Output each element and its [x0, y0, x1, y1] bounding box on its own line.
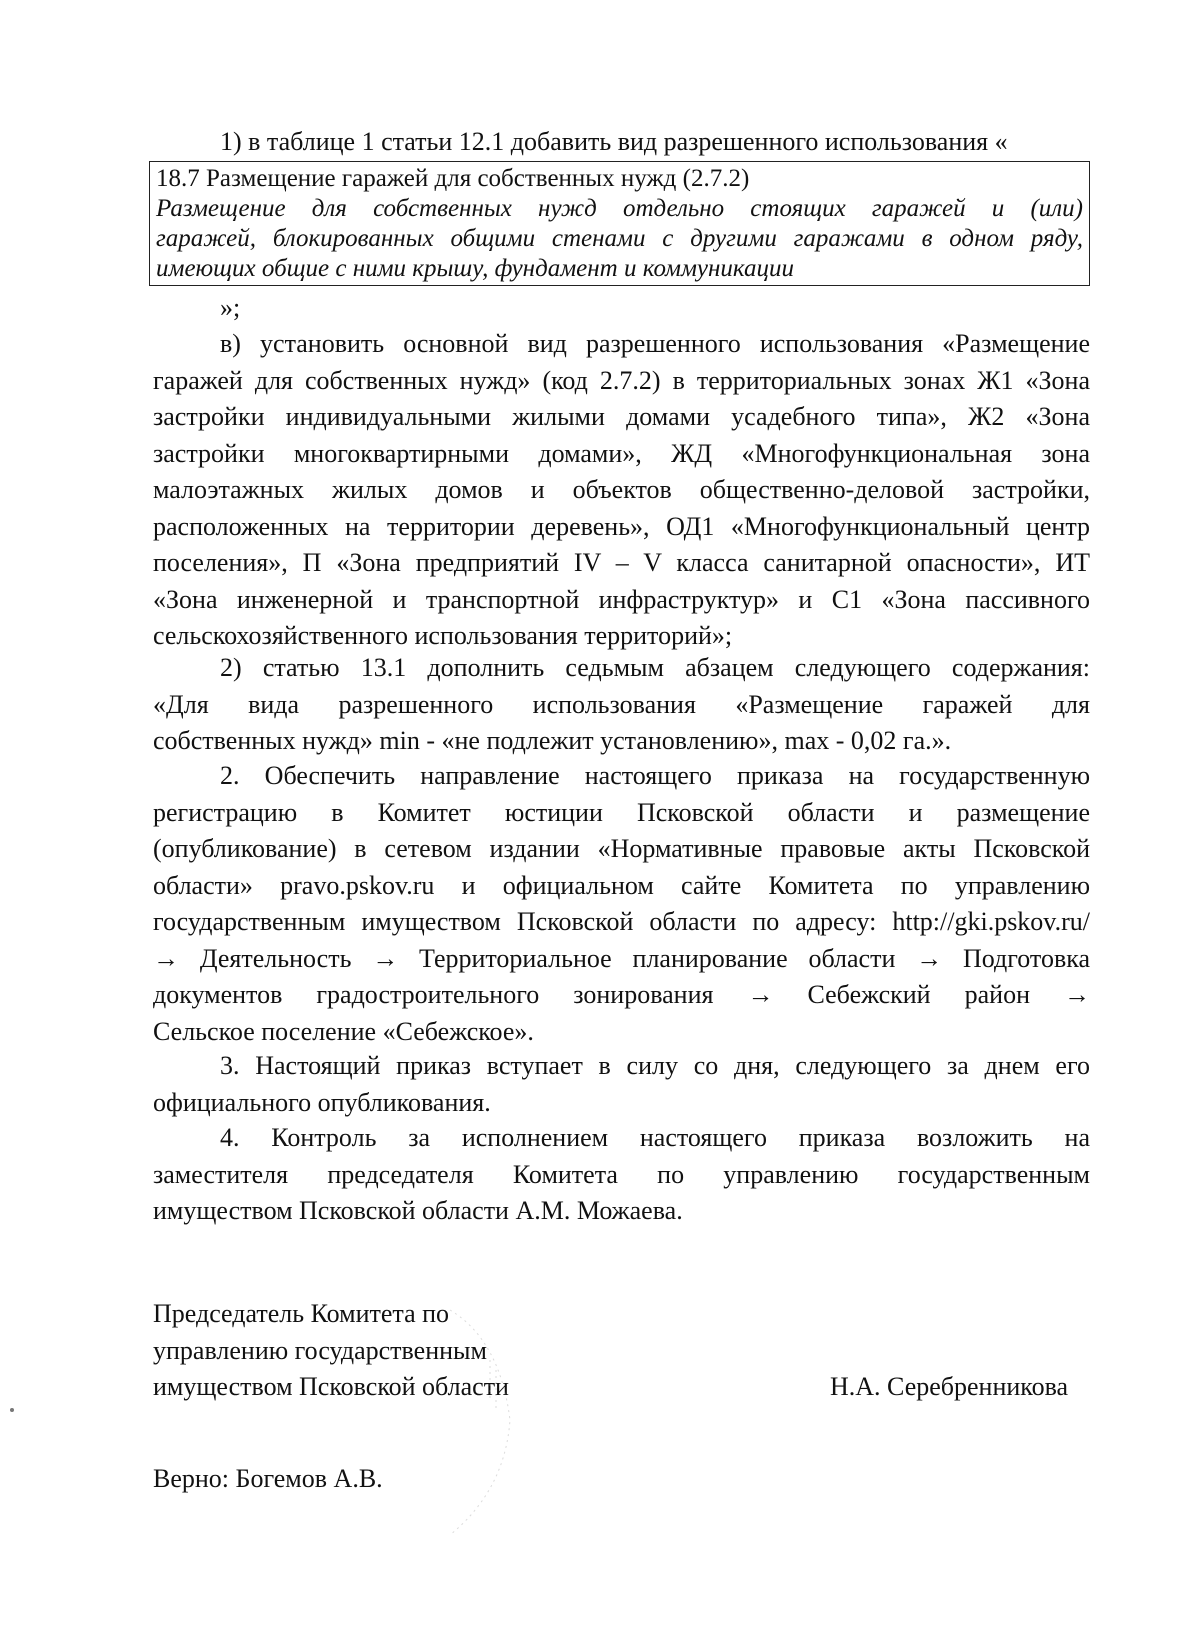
position-line: управлению государственным — [153, 1335, 487, 1365]
permitted-use-title: 18.7 Размещение гаражей для собственных нужд (2.7.2) — [156, 165, 750, 192]
scan-speck — [10, 1408, 14, 1412]
text-line: собственных нужд» min - «не подлежит установлению», max - 0,02 га.». — [153, 726, 952, 755]
text-line: Сельское поселение «Себежское». — [153, 1016, 534, 1046]
text-line: официального опубликования. — [153, 1087, 491, 1117]
description-line: имеющих общие с ними крышу, фундамент и коммуникации — [156, 255, 795, 282]
text-line: застройки многоквартирными домами», ЖД «Многофункциональная зона — [153, 438, 1090, 468]
permitted-use-description — [156, 194, 1083, 284]
text-line: области» pravo.pskov.ru и официальном сайте Комитета по управлению — [153, 870, 1090, 900]
text-line: «Для вида разрешенного использования «Размещение гаражей для — [153, 689, 1090, 719]
text-line: государственным имуществом Псковской области по адресу: http://gki.pskov.ru/ — [153, 907, 1090, 936]
text-line: имуществом Псковской области А.М. Можаева. — [153, 1196, 683, 1225]
signatory-name: Н.А. Серебренникова — [830, 1372, 1069, 1401]
text-line: сельскохозяйственного использования территорий»; — [153, 621, 733, 650]
paragraph-v — [153, 326, 1090, 655]
box-closing-quote: »; — [220, 293, 241, 322]
verified-by: Верно: Богемов А.В. — [153, 1464, 383, 1493]
text-line: 3. Настоящий приказ вступает в силу со дня, следующего за днем его — [220, 1051, 1090, 1080]
point-3 — [153, 1048, 1090, 1121]
paragraph-2 — [153, 650, 1090, 760]
text-line: 2) статью 13.1 дополнить седьмым абзацем следующего содержания: — [220, 653, 1090, 682]
description-line: Размещение для собственных нужд отдельно стоящих гаражей и (или) — [156, 195, 1083, 222]
position-line: имуществом Псковской области — [153, 1372, 509, 1401]
text-line: «Зона инженерной и транспортной инфраструктур» и С1 «Зона пассивного — [153, 584, 1090, 614]
point-2 — [153, 758, 1090, 1050]
text-line: → Деятельность → Территориальное планирование области → Подготовка — [153, 943, 1090, 973]
description-line: гаражей, блокированных общими стенами с другими гаражами в одном ряду, — [156, 225, 1083, 252]
faint-stamp-mark — [430, 1300, 540, 1540]
text-line: заместителя председателя Комитета по управлению государственным — [153, 1159, 1090, 1189]
position-line: Председатель Комитета по — [153, 1299, 450, 1328]
text-line: документов градостроительного зонирования → Себежский район → — [153, 980, 1090, 1009]
permitted-use-box — [149, 161, 1090, 286]
point-4 — [153, 1120, 1090, 1230]
text-line: в) установить основной вид разрешенного использования «Размещение — [220, 329, 1090, 358]
text-line: поселения», П «Зона предприятий IV – V класса санитарной опасности», ИТ — [153, 548, 1090, 577]
text-line: малоэтажных жилых домов и объектов общественно-деловой застройки, — [153, 475, 1090, 504]
text-line: 2. Обеспечить направление настоящего приказа на государственную — [220, 761, 1090, 790]
text-line: гаражей для собственных нужд» (код 2.7.2) в территориальных зонах Ж1 «Зона — [153, 365, 1090, 395]
text-line: застройки индивидуальными жилыми домами усадебного типа», Ж2 «Зона — [153, 402, 1090, 431]
item1-intro: 1) в таблице 1 статьи 12.1 добавить вид разрешенного использования « — [220, 127, 1008, 156]
text-line: (опубликование) в сетевом издании «Нормативные правовые акты Псковской — [153, 834, 1090, 863]
text-line: регистрацию в Комитет юстиции Псковской области и размещение — [153, 797, 1090, 827]
text-line: 4. Контроль за исполнением настоящего приказа возложить на — [220, 1123, 1090, 1152]
text-line: расположенных на территории деревень», ОД1 «Многофункциональный центр — [153, 511, 1090, 541]
